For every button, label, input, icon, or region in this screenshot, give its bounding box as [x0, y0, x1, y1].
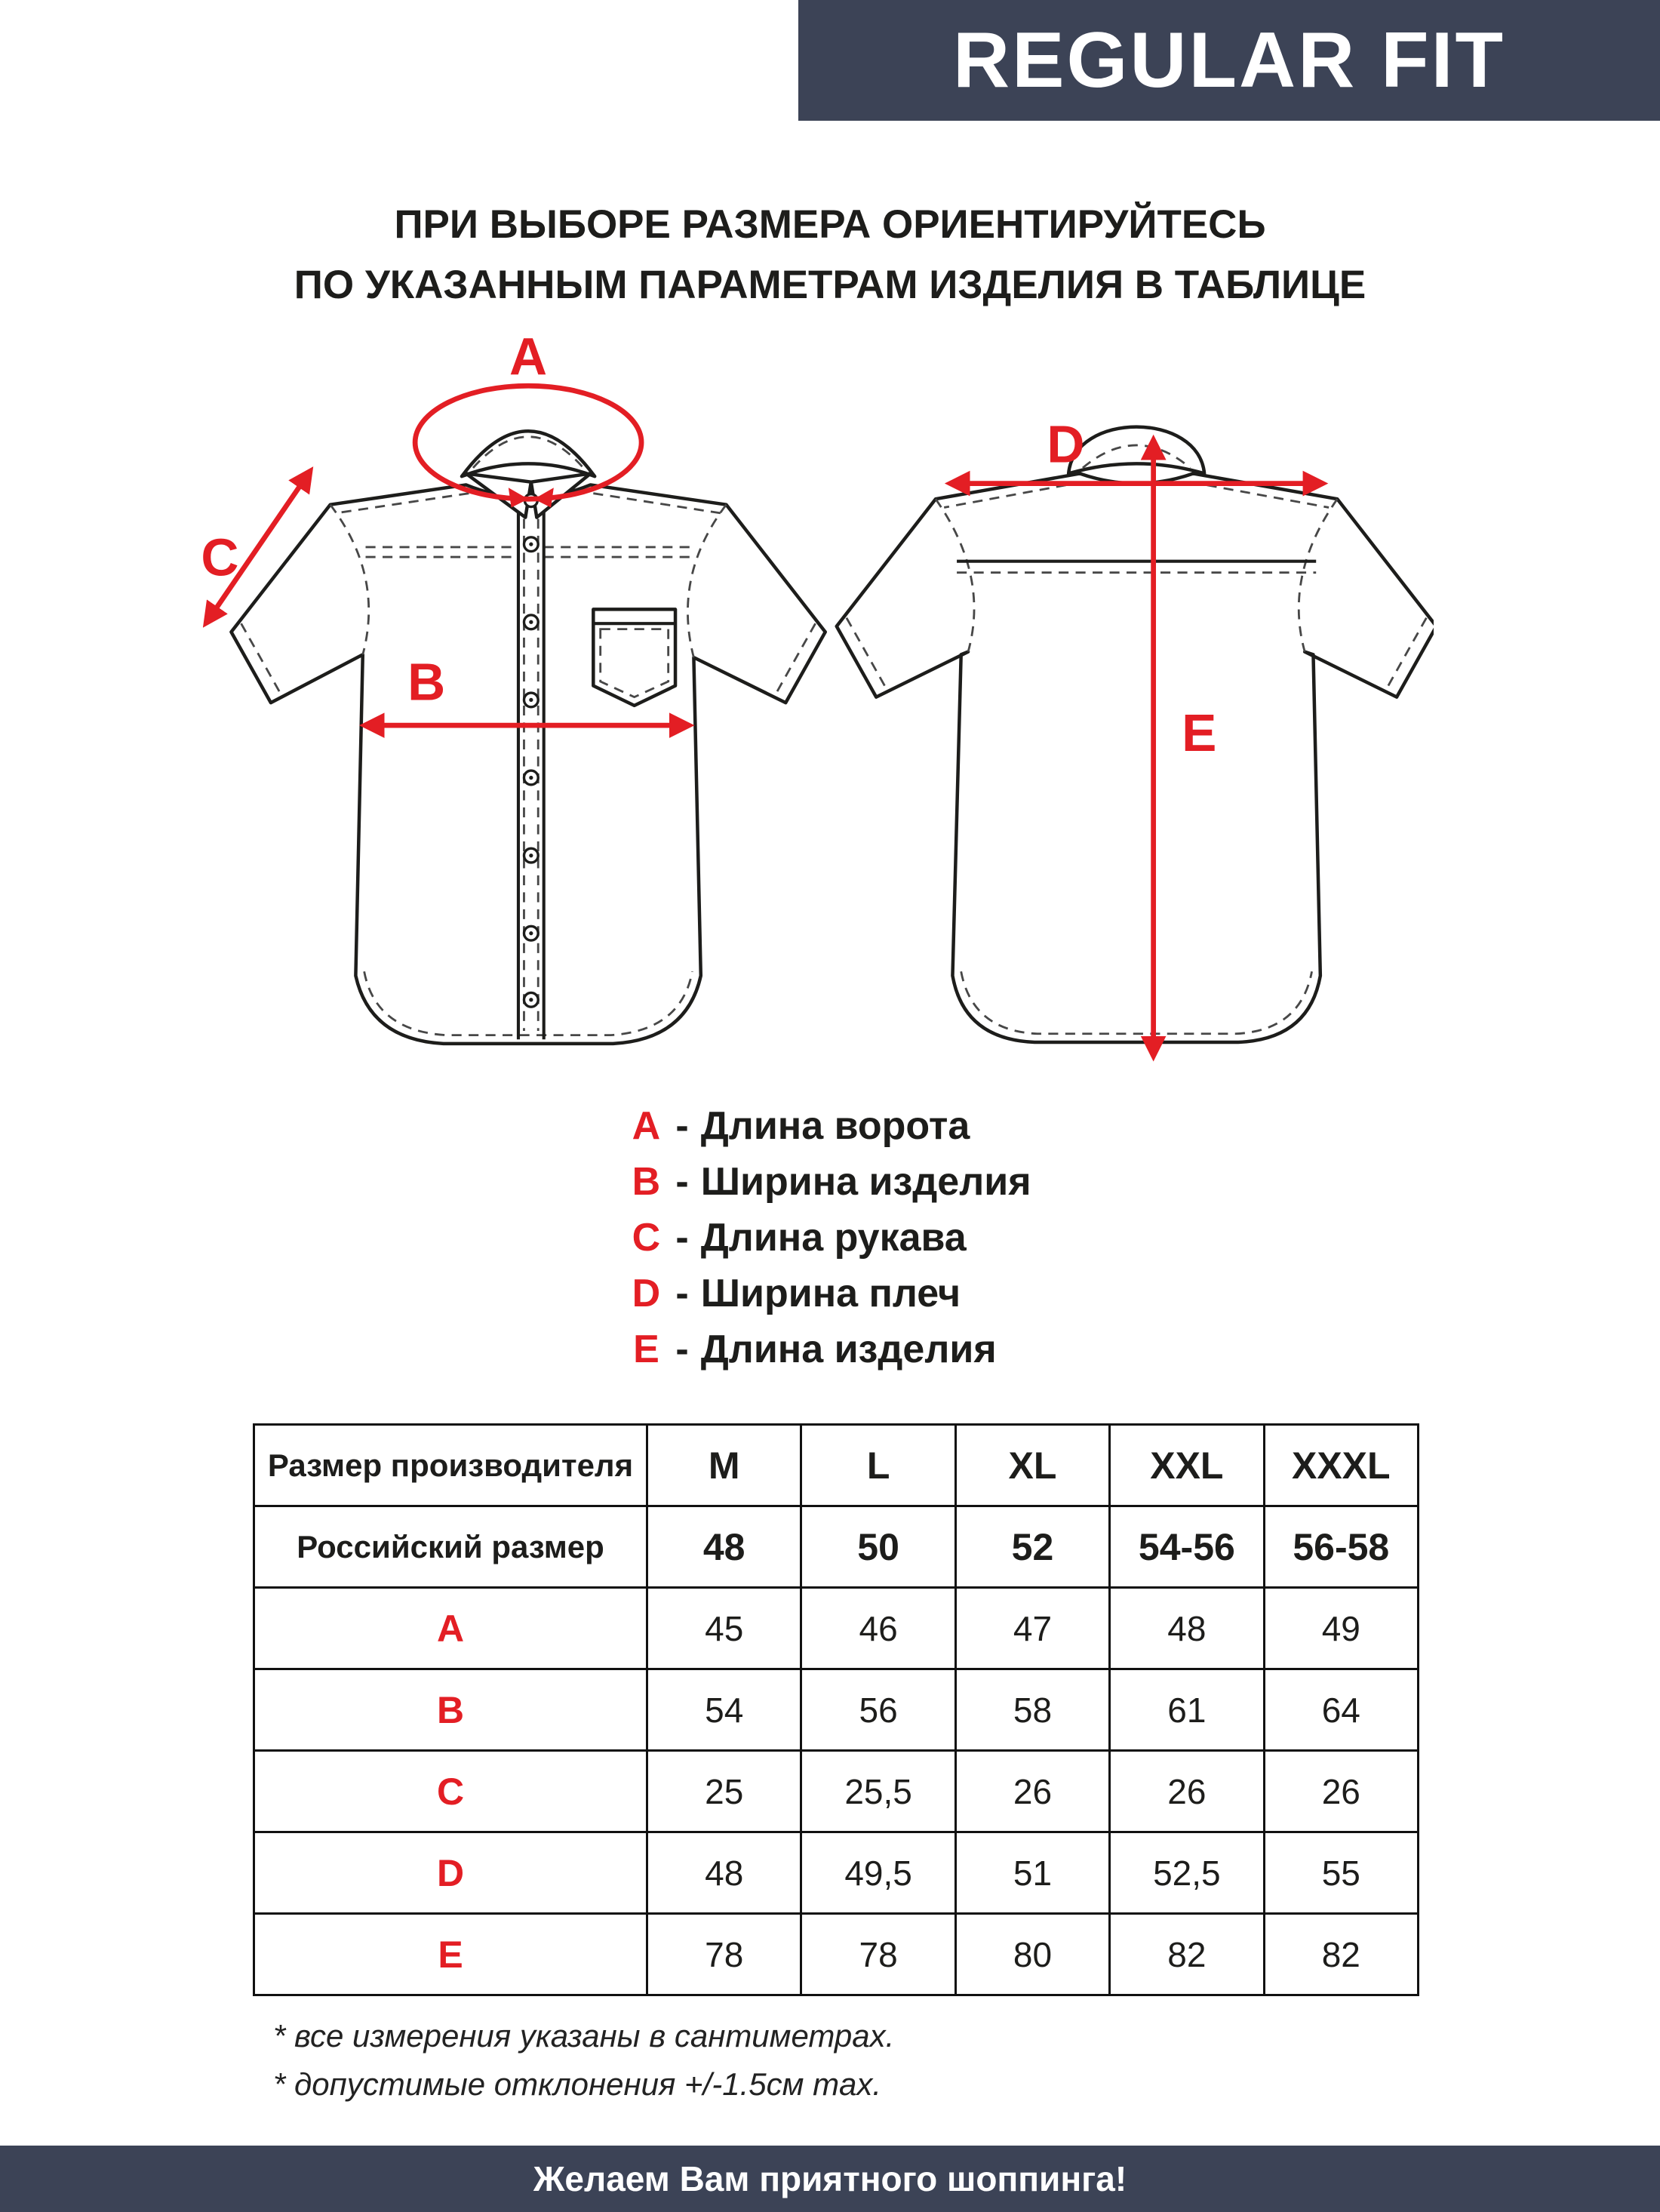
measure-value: 82: [1110, 1914, 1264, 1995]
measure-value: 26: [1110, 1751, 1264, 1832]
table-row-measure-c: [254, 1751, 1419, 1832]
producer-size-label: Размер производителя: [254, 1425, 647, 1506]
table-row-measure-a: [254, 1588, 1419, 1669]
measure-value: 51: [955, 1832, 1109, 1914]
measure-value: 47: [955, 1588, 1109, 1669]
legend-item-a: [629, 1103, 970, 1159]
shirt-back-drawing: [837, 414, 1434, 1056]
legend-text: Ширина плеч: [700, 1272, 961, 1315]
legend-list: [629, 1103, 1031, 1383]
measure-value: 49,5: [801, 1832, 955, 1914]
size-table: [253, 1423, 1419, 1996]
legend-letter: E: [633, 1328, 659, 1371]
legend-separator: -: [675, 1160, 689, 1204]
russian-size-value: 56-58: [1264, 1506, 1418, 1588]
legend-item-c: [629, 1215, 966, 1271]
row-letter: E: [254, 1914, 647, 1995]
measurement-legend: [0, 1103, 1660, 1383]
label-c: C: [201, 528, 239, 587]
table-row-measure-e: [254, 1914, 1419, 1995]
label-b: B: [407, 652, 446, 712]
legend-letter: A: [632, 1104, 661, 1148]
intro-line-1: ПРИ ВЫБОРЕ РАЗМЕРА ОРИЕНТИРУЙТЕСЬ: [394, 202, 1266, 247]
legend-item-b: [629, 1159, 1031, 1215]
measure-value: 52,5: [1110, 1832, 1264, 1914]
legend-letter: D: [632, 1272, 661, 1315]
measure-value: 56: [801, 1669, 955, 1751]
intro-line-2: ПО УКАЗАННЫМ ПАРАМЕТРАМ ИЗДЕЛИЯ В ТАБЛИЦЕ: [294, 263, 1366, 307]
footer-message: Желаем Вам приятного шоппинга!: [533, 2159, 1127, 2198]
measure-value: 26: [955, 1751, 1109, 1832]
shirt-diagram-svg: [189, 332, 1434, 1110]
size-xxl: XXL: [1110, 1425, 1264, 1506]
legend-separator: -: [675, 1104, 689, 1148]
row-letter: B: [254, 1669, 647, 1751]
measure-value: 48: [1110, 1588, 1264, 1669]
fit-title: REGULAR FIT: [952, 16, 1506, 104]
label-d: D: [1047, 414, 1085, 474]
measure-value: 64: [1264, 1669, 1418, 1751]
table-row-measure-b: [254, 1669, 1419, 1751]
legend-text: Длина ворота: [700, 1104, 970, 1148]
measure-value: 78: [801, 1914, 955, 1995]
size-xxxl: XXXL: [1264, 1425, 1418, 1506]
legend-text: Длина рукава: [700, 1216, 967, 1260]
row-letter: C: [254, 1751, 647, 1832]
measure-value: 80: [955, 1914, 1109, 1995]
legend-item-d: [629, 1271, 961, 1327]
shirt-front-drawing: [201, 332, 825, 1044]
label-a: A: [509, 332, 548, 386]
legend-separator: -: [675, 1272, 689, 1315]
measure-value: 61: [1110, 1669, 1264, 1751]
measure-value: 54: [647, 1669, 801, 1751]
table-row-producer-size: [254, 1425, 1419, 1506]
legend-text: Длина изделия: [700, 1328, 997, 1371]
russian-size-label: Российский размер: [254, 1506, 647, 1588]
row-letter: A: [254, 1588, 647, 1669]
back-collar: [1068, 427, 1204, 474]
measure-value: 45: [647, 1588, 801, 1669]
measure-value: 25,5: [801, 1751, 955, 1832]
measure-value: 78: [647, 1914, 801, 1995]
legend-text: Ширина изделия: [700, 1160, 1031, 1204]
footnote-1: * все измерения указаны в сантиметрах.: [273, 2018, 895, 2054]
measure-value: 25: [647, 1751, 801, 1832]
russian-size-value: 50: [801, 1506, 955, 1588]
footer-bar: [0, 2146, 1660, 2212]
table-row-measure-d: [254, 1832, 1419, 1914]
russian-size-value: 48: [647, 1506, 801, 1588]
russian-size-value: 54-56: [1110, 1506, 1264, 1588]
intro-text: [0, 195, 1660, 315]
russian-size-value: 52: [955, 1506, 1109, 1588]
row-letter: D: [254, 1832, 647, 1914]
measure-value: 82: [1264, 1914, 1418, 1995]
footnotes: [273, 2012, 894, 2109]
legend-letter: C: [632, 1216, 661, 1260]
size-xl: XL: [955, 1425, 1109, 1506]
measure-value: 46: [801, 1588, 955, 1669]
chest-pocket: [593, 609, 675, 705]
legend-item-e: [629, 1327, 996, 1383]
legend-separator: -: [675, 1216, 689, 1260]
table-row-russian-size: [254, 1506, 1419, 1588]
legend-letter: B: [632, 1160, 661, 1204]
size-m: M: [647, 1425, 801, 1506]
legend-separator: -: [675, 1328, 689, 1371]
measure-value: 49: [1264, 1588, 1418, 1669]
size-l: L: [801, 1425, 955, 1506]
label-e: E: [1182, 703, 1217, 762]
footnote-2: * допустимые отклонения +/-1.5см max.: [273, 2066, 882, 2102]
measure-value: 55: [1264, 1832, 1418, 1914]
measure-value: 26: [1264, 1751, 1418, 1832]
measure-value: 58: [955, 1669, 1109, 1751]
shirt-measurement-diagram: [189, 332, 1434, 1110]
header-bar: [798, 0, 1660, 121]
measure-value: 48: [647, 1832, 801, 1914]
